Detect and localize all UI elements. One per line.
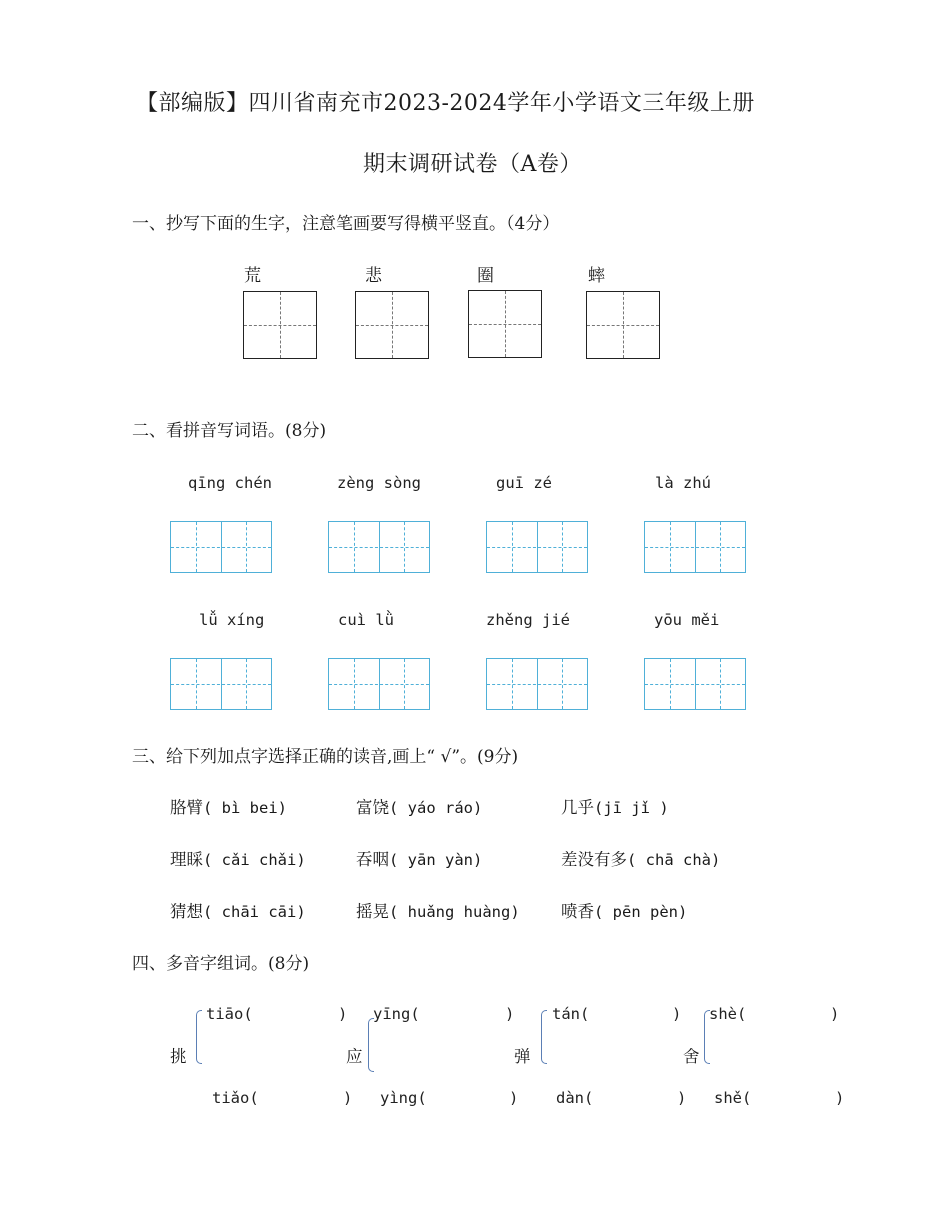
pinyin-6: cuì lǜ bbox=[338, 611, 394, 629]
writing-grid-2[interactable] bbox=[355, 291, 429, 359]
answer-box-3[interactable] bbox=[486, 521, 588, 573]
title-line-1: 【部编版】四川省南充市2023-2024学年小学语文三年级上册 bbox=[136, 91, 755, 116]
item-pinyin-options: ( huǎng huàng) bbox=[389, 903, 520, 921]
brace-icon bbox=[368, 1018, 374, 1072]
item-word: 富饶 bbox=[356, 798, 389, 817]
answer-box-6[interactable] bbox=[328, 658, 430, 710]
title-line-2: 期末调研试卷（A卷） bbox=[363, 152, 582, 177]
copy-char-2: 悲 bbox=[365, 266, 382, 286]
item-pinyin-options: ( bì bei) bbox=[203, 799, 287, 817]
copy-char-4: 蟀 bbox=[588, 266, 605, 286]
reading-item-4[interactable] bbox=[170, 846, 306, 870]
reading-item-2[interactable] bbox=[356, 794, 482, 818]
answer-box-5[interactable] bbox=[170, 658, 272, 710]
answer-paren-close: ) bbox=[835, 1089, 845, 1107]
item-pinyin-options: (jī jǐ ) bbox=[594, 799, 669, 817]
reading-item-6[interactable] bbox=[561, 846, 720, 870]
item-word: 猜想 bbox=[170, 902, 203, 921]
polyphone-reading-bottom: yìng( bbox=[380, 1089, 427, 1107]
reading-item-8[interactable] bbox=[356, 898, 520, 922]
item-pinyin-options: ( chā chà) bbox=[627, 851, 721, 869]
pinyin-5: lǚ xíng bbox=[199, 611, 265, 629]
writing-grid-4[interactable] bbox=[586, 291, 660, 359]
item-pinyin-options: ( yān yàn) bbox=[389, 851, 483, 869]
answer-paren-close: ) bbox=[830, 1005, 840, 1023]
section-2-heading: 二、看拼音写词语。(8分) bbox=[132, 421, 327, 441]
pinyin-4: là zhú bbox=[655, 474, 711, 492]
writing-grid-3[interactable] bbox=[468, 290, 542, 358]
answer-box-8[interactable] bbox=[644, 658, 746, 710]
answer-paren-close: ) bbox=[677, 1089, 687, 1107]
reading-item-7[interactable] bbox=[170, 898, 306, 922]
polyphone-char-ying: 应 bbox=[346, 1047, 363, 1066]
item-word: 几乎 bbox=[561, 798, 594, 817]
answer-paren-close: ) bbox=[338, 1005, 348, 1023]
answer-paren-close: ) bbox=[672, 1005, 682, 1023]
polyphone-reading-bottom: dàn( bbox=[556, 1089, 594, 1107]
answer-box-7[interactable] bbox=[486, 658, 588, 710]
item-word: 胳臂 bbox=[170, 798, 203, 817]
pinyin-2: zèng sòng bbox=[337, 474, 421, 492]
section-1-heading: 一、抄写下面的生字，注意笔画要写得横平竖直。（4分） bbox=[132, 214, 560, 234]
answer-paren-close: ) bbox=[509, 1089, 519, 1107]
answer-box-2[interactable] bbox=[328, 521, 430, 573]
item-word: 理睬 bbox=[170, 850, 203, 869]
polyphone-char-tiao: 挑 bbox=[170, 1047, 187, 1066]
section-4-heading: 四、多音字组词。(8分) bbox=[132, 954, 310, 974]
copy-char-1: 荒 bbox=[244, 266, 261, 286]
polyphone-char-tan: 弹 bbox=[514, 1047, 531, 1066]
polyphone-char-she: 舍 bbox=[683, 1047, 700, 1066]
polyphone-reading-top: yīng( bbox=[373, 1005, 420, 1023]
section-3-heading: 三、给下列加点字选择正确的读音,画上“ √”。(9分) bbox=[132, 747, 519, 767]
answer-paren-close: ) bbox=[343, 1089, 353, 1107]
pinyin-1: qīng chén bbox=[188, 474, 272, 492]
pinyin-3: guī zé bbox=[496, 474, 552, 492]
polyphone-reading-bottom: shě( bbox=[714, 1089, 752, 1107]
polyphone-reading-top: tán( bbox=[552, 1005, 590, 1023]
item-word: 喷香 bbox=[561, 902, 594, 921]
reading-item-9[interactable] bbox=[561, 898, 687, 922]
item-word: 吞咽 bbox=[356, 850, 389, 869]
item-pinyin-options: ( chāi cāi) bbox=[203, 903, 306, 921]
writing-grid-1[interactable] bbox=[243, 291, 317, 359]
polyphone-reading-bottom: tiǎo( bbox=[212, 1089, 259, 1107]
copy-char-3: 圈 bbox=[477, 266, 494, 286]
brace-icon bbox=[541, 1010, 547, 1064]
reading-item-5[interactable] bbox=[356, 846, 482, 870]
item-word: 差没有多 bbox=[561, 850, 627, 869]
polyphone-reading-top: tiāo( bbox=[206, 1005, 253, 1023]
pinyin-7: zhěng jié bbox=[486, 611, 570, 629]
reading-item-3[interactable] bbox=[561, 794, 669, 818]
answer-box-1[interactable] bbox=[170, 521, 272, 573]
answer-box-4[interactable] bbox=[644, 521, 746, 573]
item-pinyin-options: ( cǎi chǎi) bbox=[203, 851, 306, 869]
item-pinyin-options: ( yáo ráo) bbox=[389, 799, 483, 817]
pinyin-8: yōu měi bbox=[654, 611, 720, 629]
item-pinyin-options: ( pēn pèn) bbox=[594, 903, 688, 921]
reading-item-1[interactable] bbox=[170, 794, 287, 818]
item-word: 摇晃 bbox=[356, 902, 389, 921]
brace-icon bbox=[196, 1010, 202, 1064]
answer-paren-close: ) bbox=[505, 1005, 515, 1023]
polyphone-reading-top: shè( bbox=[709, 1005, 747, 1023]
